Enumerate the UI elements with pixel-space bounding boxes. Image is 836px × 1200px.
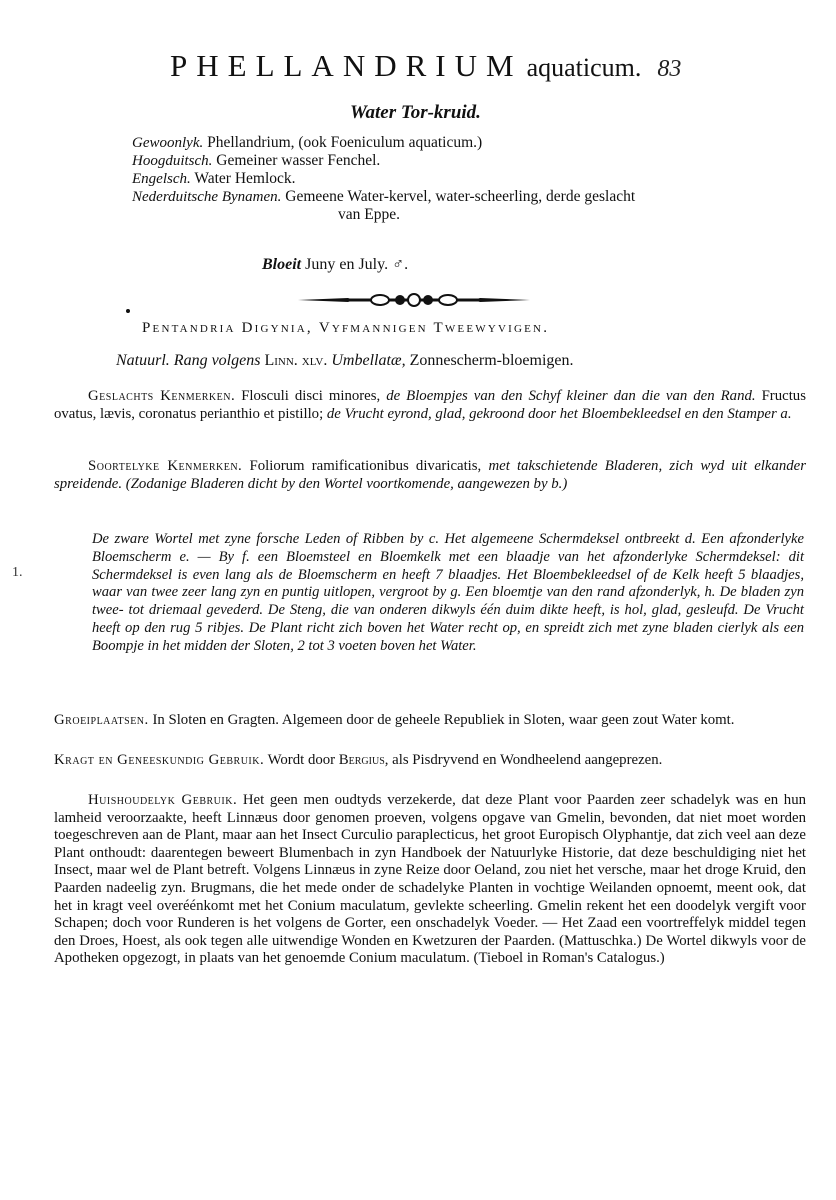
class-dutch: Vyfmannigen Tweewyvigen. xyxy=(318,320,550,336)
name-text: van Eppe. xyxy=(338,206,400,223)
dutch-text: de Vrucht eyrond, glad, gekroond door het Bloembekleedsel en den Stamper a. xyxy=(326,405,792,422)
author-name: Bergius, xyxy=(338,752,389,768)
ordo-linn: Linn. xlv. xyxy=(264,352,328,369)
medicinal-use-section xyxy=(54,752,806,770)
section-heading: Groeiplaatsen. xyxy=(54,712,149,728)
section-heading: Huishoudelyk Gebruik. xyxy=(88,792,238,808)
section-heading: Soortelyke Kenmerken. xyxy=(88,458,243,474)
latin-text: Foliorum ramificationibus divaricatis, xyxy=(249,458,482,474)
ordo-rest: Zonnescherm-bloemigen. xyxy=(409,352,574,369)
plant-description: De zware Wortel met zyne forsche Leden of Ribben by c. Het algemeene Schermdeksel ontbreekt d. Een afzonderlyke Bloemscherm e. — By f. een Bloemsteel en Bloemkelk met een blaadje van het afzonderlyke Schermdeksel: dit Schermdeksel is even lang als de Bloemscherm en heeft 7 blaadjes. Het Bloembekleedsel of de Kelk heeft 5 blaadjes, waar van twee zeer lang zyn en puntig uitlopen, vergroot by g. Een bloemtje van den rand afzonderlyk, h. De bladen zyn twee- tot driemaal gevederd. De Steng, die van onderen dikwyls één duim dikte heeft, is hol, glad, gesleufd. De Vrucht heeft op den rug 5 ribjes. De Plant richt zich boven het Water recht op, en spreidt zich met zyne bladen cierlyk als een Boompje in het midden der Sloten, 2 tot 3 voeten boven het Water. xyxy=(92,531,804,654)
ornament-divider xyxy=(296,290,532,310)
section-text: als Pisdryvend en Wondheelend aangeprezen. xyxy=(392,752,663,768)
bullet-mark xyxy=(126,309,130,313)
name-label: Hoogduitsch. xyxy=(132,153,213,169)
species-characters xyxy=(54,458,806,493)
section-heading: Kragt en Geneeskundig Gebruik. xyxy=(54,752,265,768)
latin-text: Flosculi disci minores, xyxy=(241,388,381,404)
section-heading: Geslachts Kenmerken. xyxy=(88,388,236,404)
ordo-umbellatae: Umbellatæ, xyxy=(331,352,406,369)
name-row xyxy=(132,188,635,206)
name-label: Engelsch. xyxy=(132,171,191,187)
common-name: Water Tor-kruid. xyxy=(350,102,481,123)
margin-note: 1. xyxy=(12,565,23,580)
dutch-text: met takschietende Bladeren, zich wyd uit elkander spreidende. (Zodanige Bladeren dicht by den Wortel voortkomende, aangewezen by b.) xyxy=(54,458,806,492)
dutch-text: de Bloempjes van den Schyf kleiner dan die van den Rand. xyxy=(386,388,756,404)
ordo-lead: Natuurl. Rang volgens xyxy=(116,352,261,369)
bloeit-text: Juny en July. ♂. xyxy=(305,256,409,273)
vernacular-names xyxy=(132,134,635,223)
genus-title: PHELLANDRIUM xyxy=(170,48,523,83)
linnaean-class xyxy=(142,320,549,337)
name-row xyxy=(132,170,635,188)
latin-text: Fructus ovatus, lævis, coronatus perianthio et pistillo; xyxy=(54,388,806,422)
name-row xyxy=(132,152,635,170)
page-number: 83 xyxy=(657,56,682,82)
household-use-section xyxy=(54,792,806,968)
section-text: Wordt door xyxy=(267,752,336,768)
species-title: aquaticum. xyxy=(526,53,642,82)
name-text: Water Hemlock. xyxy=(194,170,296,187)
class-latin: Pentandria Digynia, xyxy=(142,320,313,336)
title-line xyxy=(170,48,681,84)
name-label: Nederduitsche Bynamen. xyxy=(132,189,282,205)
name-text: Gemeiner wasser Fenchel. xyxy=(216,152,381,169)
bloeit-label: Bloeit xyxy=(262,256,302,273)
section-text: In Sloten en Gragten. Algemeen door de geheele Republiek in Sloten, waar geen zout Water komt. xyxy=(152,712,735,728)
flowering-period xyxy=(262,256,408,274)
section-text: Het geen men oudtyds verzekerde, dat deze Plant voor Paarden zeer schadelyk was en hun lamheid veroorzaakte, heeft Linnæus door genomen proeven, volgens opgave van Gmelin, bevonden, dat niet moet worden toegeschreven aan de Plant, maar aan het Insect Curculio paraplecticus, het groot Europisch Olyphantje, dat zich veel aan deze Plant onthoudt: daarentegen beweert Blumenbach in zyn Handboek der Natuurlyke Historie, dat deze beschuldiging niet het Insect, maar wel de Plant betreft. Volgens Linnæus in zyne Reize door Oeland, zou niet het versche, maar het droge Kruid, den Paarden nadeelig zyn. Brugmans, die het mede onder de schadelyke Planten in vochtige Weilanden opnoemt, meent ook, dat het in kragt veel overéénkomt met het Conium maculatum, gevlekte scheerling. Gmelin rekent het een doodelyk vergift voor Schapen; doch voor Runderen is het volgens de Gorter, een onschadelyk Voeder. — Het Zaad een voortreffelyk middel tegen den Droes, Hoest, als ook tegen alle uitwendige Wonden en Kwetzuren der Paarden. (Mattuschka.) De Wortel dikwyls voor de Apotheken opgezogt, in plaats van het genoemde Conium maculatum. (Tieboel in Roman's Catalogus.) xyxy=(54,792,806,967)
genus-characters xyxy=(54,388,806,423)
habitat-section xyxy=(54,712,806,730)
natural-order xyxy=(116,352,574,370)
name-text: Gemeene Water-kervel, water-scheerling, derde geslacht xyxy=(285,188,636,205)
name-row-continued xyxy=(132,206,635,223)
name-label: Gewoonlyk. xyxy=(132,135,204,151)
name-row xyxy=(132,134,635,152)
name-text: Phellandrium, (ook Foeniculum aquaticum.) xyxy=(207,134,483,151)
